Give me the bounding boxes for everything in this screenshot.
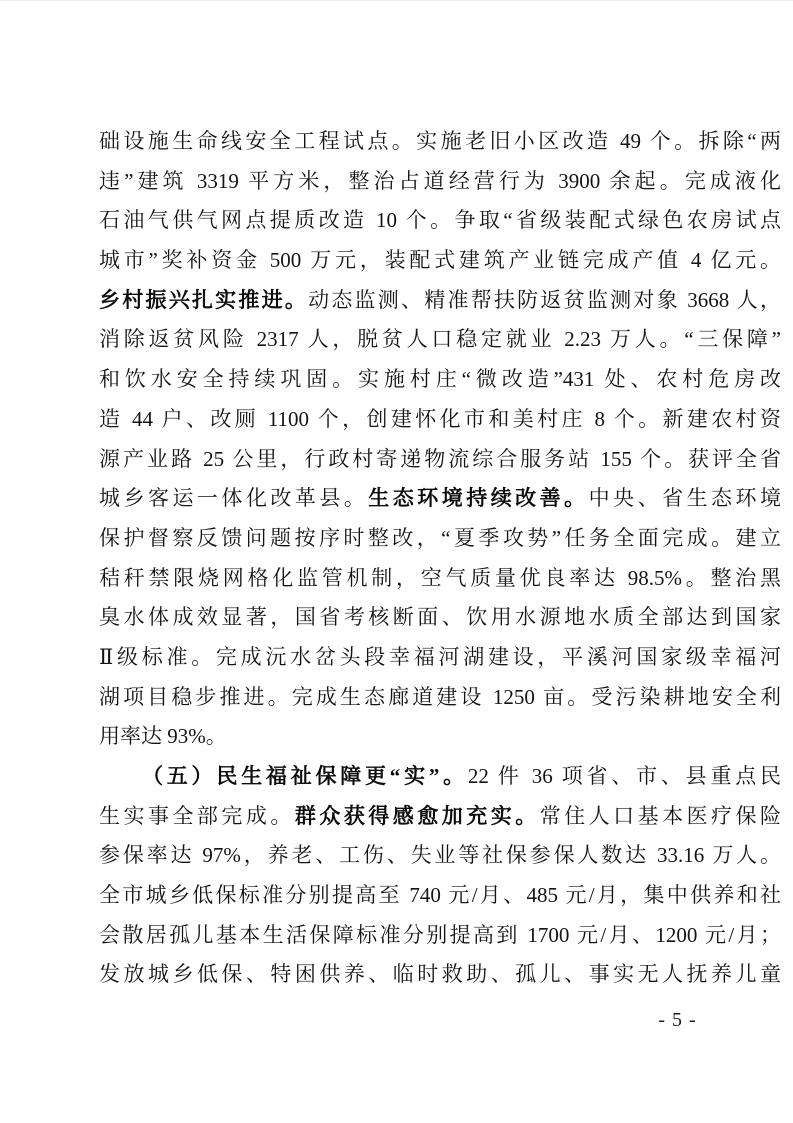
text-line xyxy=(99,916,781,956)
text-line xyxy=(99,122,781,162)
body-text: 全市城乡低保标准分别提高至 740 元/月、485 元/月，集中供养和社 xyxy=(99,883,781,908)
body-text: 消除返贫风险 2317 人，脱贫人口稳定就业 2.23 万人。“三保障” xyxy=(99,327,781,352)
bold-emphasis: 乡村振兴扎实推进。 xyxy=(99,287,309,312)
body-text: 石油气供气网点提质改造 10 个。争取“省级装配式绿色农房试点 xyxy=(99,208,781,233)
text-line xyxy=(99,598,781,638)
body-text: 生实事全部完成。 xyxy=(99,803,295,828)
text-line xyxy=(99,400,781,440)
body-text: 中央、省生态环境 xyxy=(588,486,781,511)
body-text: 秸秆禁限烧网格化监管机制，空气质量优良率达 98.5%。整治黑 xyxy=(99,565,781,590)
body-text: 础设施生命线安全工程试点。实施老旧小区改造 49 个。拆除“两 xyxy=(99,129,781,153)
text-line xyxy=(99,876,781,916)
text-line xyxy=(99,479,781,519)
text-line xyxy=(99,797,781,837)
text-line xyxy=(99,201,781,241)
body-text: 常住人口基本医疗保险 xyxy=(539,803,781,828)
body-text: 参保率达 97%，养老、工伤、失业等社保参保人数达 33.16 万人。 xyxy=(99,843,781,868)
text-line xyxy=(99,281,781,321)
body-text: 和饮水安全持续巩固。实施村庄“微改造”431 处、农村危房改 xyxy=(99,367,781,392)
text-line xyxy=(99,162,781,202)
document-body xyxy=(99,122,781,995)
body-text: 保护督察反馈问题按序时整改，“夏季攻势”任务全面完成。建立 xyxy=(99,525,781,550)
text-line xyxy=(99,836,781,876)
body-text: 用率达 93%。 xyxy=(99,724,227,749)
body-text: 城市”奖补资金 500 万元，装配式建筑产业链完成产值 4 亿元。 xyxy=(99,248,781,273)
body-text: 湖项目稳步推进。完成生态廊道建设 1250 亩。受污染耕地安全利 xyxy=(99,684,781,709)
body-text: Ⅱ级标准。完成沅水岔头段幸福河湖建设，平溪河国家级幸福河 xyxy=(99,644,781,669)
text-line xyxy=(99,757,781,797)
body-text: 城乡客运一体化改革县。 xyxy=(99,486,369,511)
body-text: 臭水体成效显著，国省考核断面、饮用水源地水质全部达到国家 xyxy=(99,605,781,630)
text-line xyxy=(99,360,781,400)
page-number: - 5 - xyxy=(658,1009,697,1031)
text-line xyxy=(99,440,781,480)
text-line xyxy=(99,320,781,360)
text-line xyxy=(99,519,781,559)
body-text: 源产业路 25 公里，行政村寄递物流综合服务站 155 个。获评全省 xyxy=(99,446,781,471)
bold-emphasis: 生态环境持续改善。 xyxy=(368,486,589,511)
body-text: 发放城乡低保、特困供养、临时救助、孤儿、事实无人抚养儿童 xyxy=(99,962,781,987)
bold-emphasis: （五）民生福祉保障更“实”。 xyxy=(142,764,468,788)
body-text: 违”建筑 3319 平方米，整治占道经营行为 3900 余起。完成液化 xyxy=(99,168,781,193)
body-text: 22 件 36 项省、市、县重点民 xyxy=(467,764,781,788)
body-text: 会散居孤儿基本生活保障标准分别提高到 1700 元/月、1200 元/月； xyxy=(99,922,781,947)
text-line xyxy=(99,717,781,757)
text-line xyxy=(99,638,781,678)
body-text: 动态监测、精准帮扶防返贫监测对象 3668 人， xyxy=(308,287,781,312)
text-line xyxy=(99,559,781,599)
text-line xyxy=(99,241,781,281)
body-text: 造 44 户、改厕 1100 个，创建怀化市和美村庄 8 个。新建农村资 xyxy=(99,406,781,431)
text-line xyxy=(99,955,781,995)
text-line xyxy=(99,678,781,718)
bold-emphasis: 群众获得感愈加充实。 xyxy=(294,803,540,828)
